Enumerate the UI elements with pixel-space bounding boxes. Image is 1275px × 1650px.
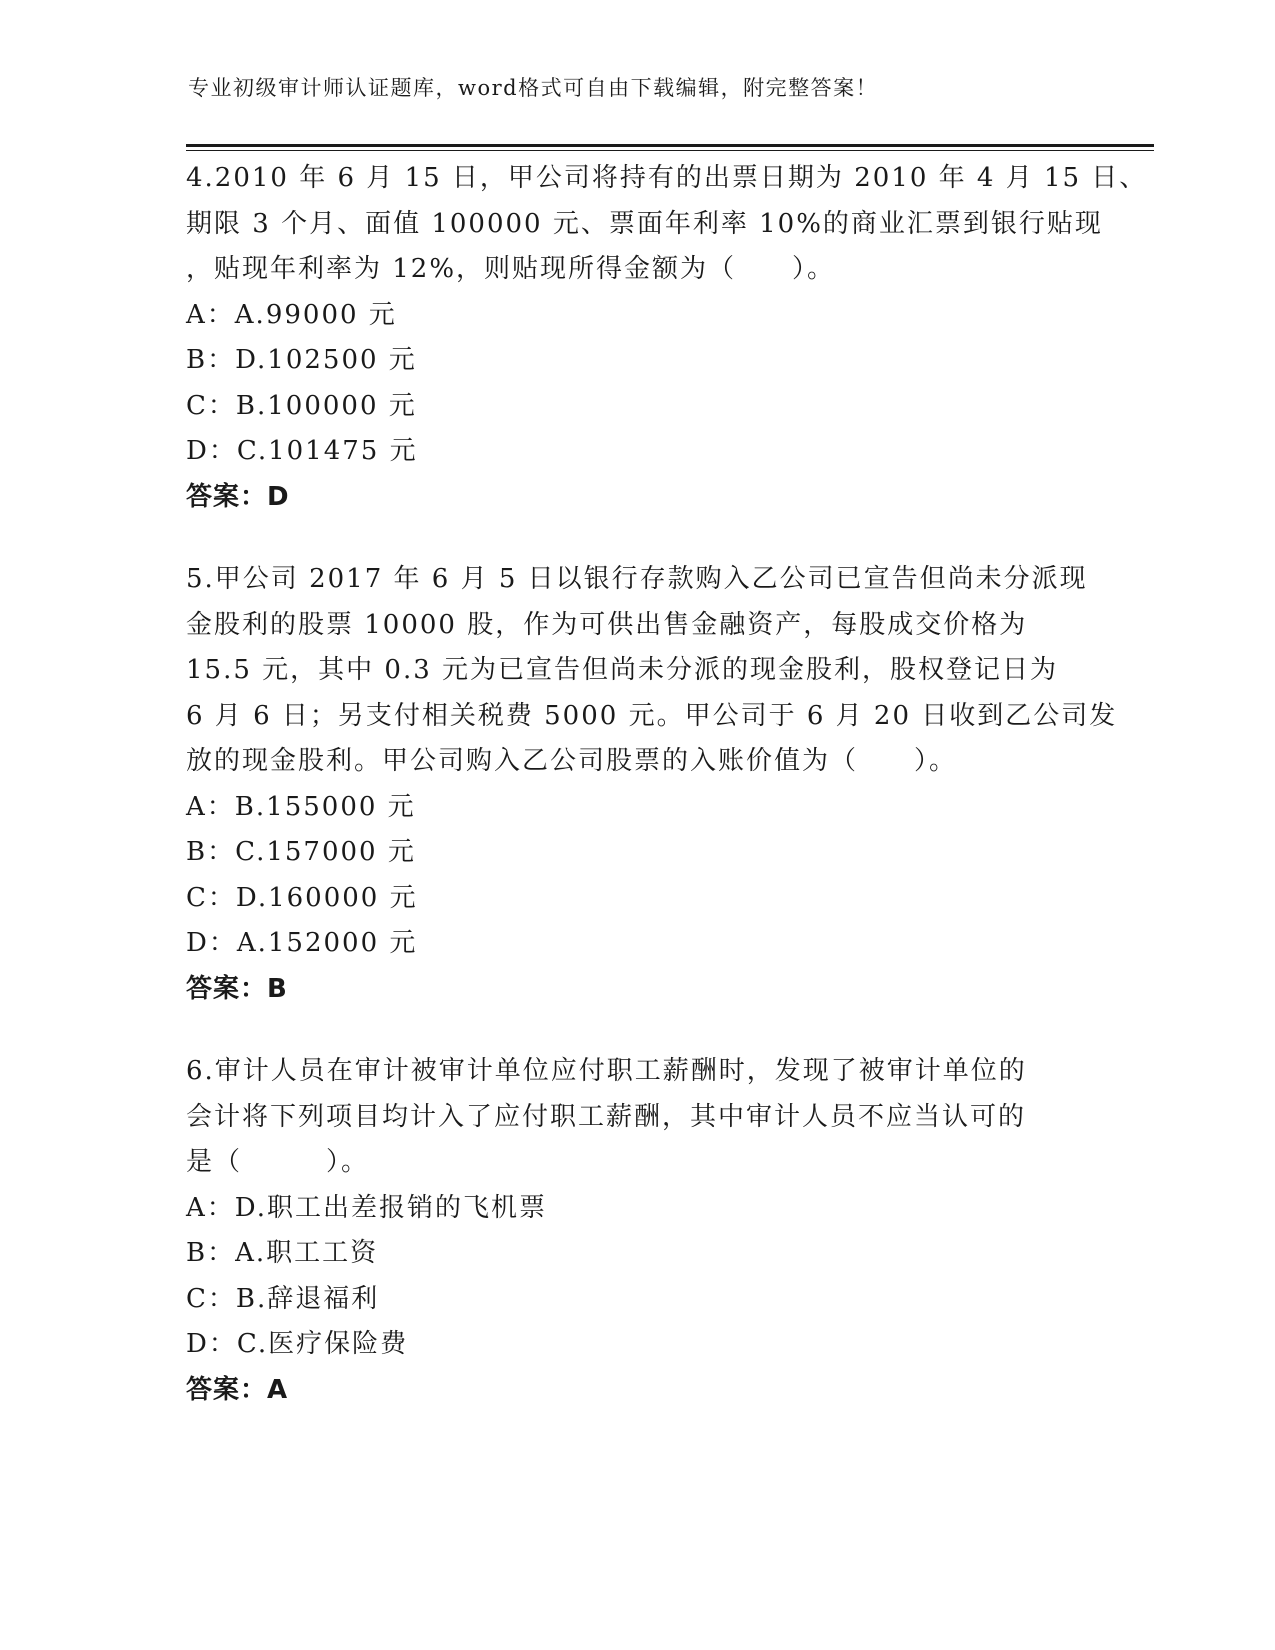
question-6 (186, 1049, 1086, 1413)
option-b: B：C.157000 元 (186, 837, 416, 867)
question-text-line: 是（ ）。 (186, 1147, 370, 1177)
question-text-line: 6.审计人员在审计被审计单位应付职工薪酬时，发现了被审计单位的 (186, 1056, 1027, 1086)
question-text-line: ，贴现年利率为 12%，则贴现所得金额为（ ）。 (186, 254, 836, 284)
header-rule-thick (186, 144, 1154, 147)
answer-label: 答案：A (186, 1374, 289, 1405)
option-c: C：B.辞退福利 (186, 1283, 380, 1314)
question-list (186, 156, 1148, 1450)
answer-label: 答案：D (186, 481, 290, 512)
option-a: A：D.职工出差报销的飞机票 (186, 1192, 547, 1223)
option-d: D：A.152000 元 (186, 928, 418, 958)
option-d: D：C.101475 元 (186, 436, 418, 466)
option-c: C：B.100000 元 (186, 390, 417, 421)
option-b: B：D.102500 元 (186, 345, 417, 375)
answer-label: 答案：B (186, 973, 288, 1004)
option-c: C：D.160000 元 (186, 882, 418, 913)
question-5 (186, 557, 1118, 1012)
question-text-line: 15.5 元，其中 0.3 元为已宣告但尚未分派的现金股利，股权登记日为 (186, 655, 1059, 685)
question-text-line: 5.甲公司 2017 年 6 月 5 日以银行存款购入乙公司已宣告但尚未分派现 (186, 564, 1088, 594)
option-b: B：A.职工工资 (186, 1238, 379, 1268)
question-text-line: 4.2010 年 6 月 15 日，甲公司将持有的出票日期为 2010 年 4 月 15 日、 (186, 163, 1148, 193)
question-4 (186, 156, 1148, 520)
question-text-line: 6 月 6 日；另支付相关税费 5000 元。甲公司于 6 月 20 日收到乙公司发 (186, 700, 1118, 731)
question-text-line: 放的现金股利。甲公司购入乙公司股票的入账价值为（ ）。 (186, 746, 958, 776)
question-text-line: 会计将下列项目均计入了应付职工薪酬，其中审计人员不应当认可的 (186, 1101, 1027, 1132)
page-header: 专业初级审计师认证题库，word格式可自由下载编辑，附完整答案！ (188, 76, 879, 100)
question-text-line: 金股利的股票 10000 股，作为可供出售金融资产，每股成交价格为 (186, 609, 1028, 640)
header-rule-thin (186, 150, 1154, 151)
option-a: A：B.155000 元 (186, 791, 416, 822)
question-text-line: 期限 3 个月、面值 100000 元、票面年利率 10%的商业汇票到银行贴现 (186, 208, 1103, 239)
option-a: A：A.99000 元 (186, 299, 397, 330)
option-d: D：C.医疗保险费 (186, 1329, 409, 1359)
